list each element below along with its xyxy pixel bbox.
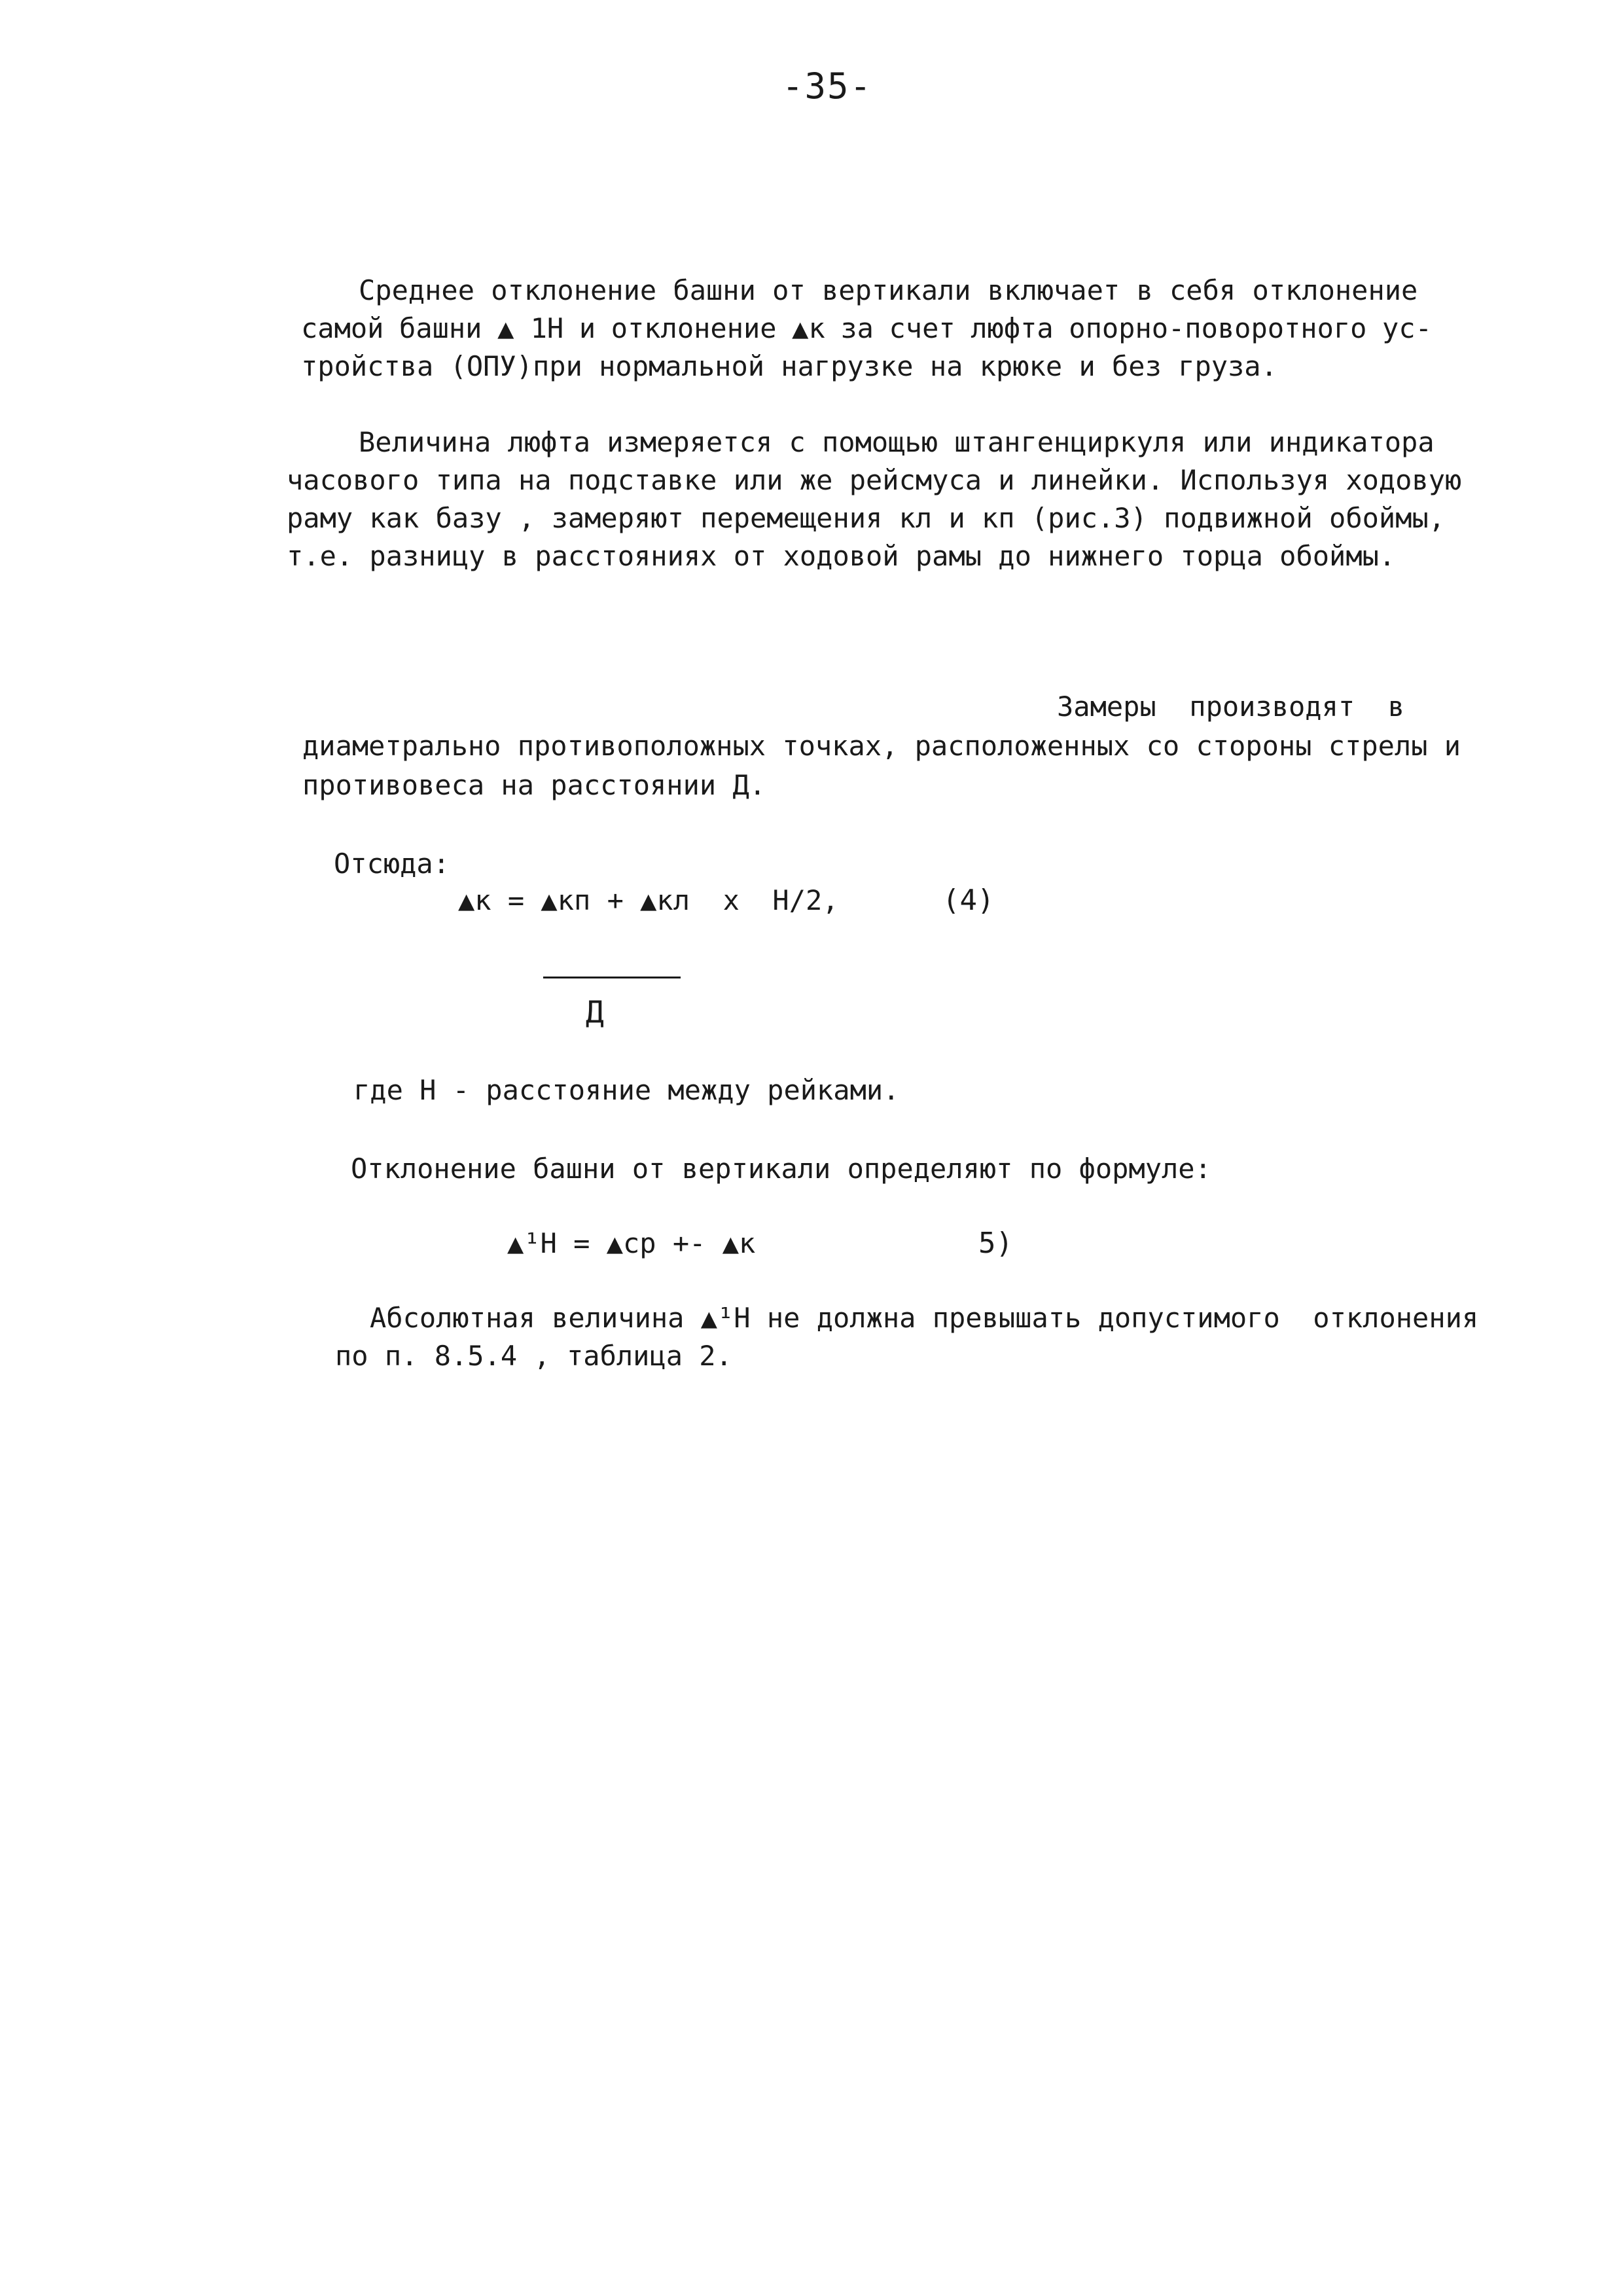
- para1-line1: Среднее отклонение башни от вертикали включает в себя отклонение: [359, 274, 1418, 306]
- para1-line2-word: и: [579, 312, 596, 344]
- para1-line2-word: ус-: [1382, 312, 1432, 344]
- formula5-intro: Отклонение башни от вертикали определяют по формуле:: [351, 1153, 1211, 1185]
- para1-line2: [301, 309, 1432, 348]
- formula5-number: 5): [978, 1227, 1013, 1260]
- para1-line2-word: за: [840, 312, 874, 344]
- para1-line2-word: ▲ 1Н: [497, 312, 564, 344]
- para1-line2-word: счет: [889, 312, 955, 344]
- para3-line2: диаметрально противоположных точках, расположенных со стороны стрелы и: [302, 730, 1461, 762]
- formula4-denominator: Д: [586, 994, 604, 1030]
- para2-line4: т.е. разницу в расстояниях от ходовой рамы до нижнего торца обоймы.: [287, 540, 1396, 572]
- formula4-expression: ▲к = ▲кп + ▲кл х Н/2,: [458, 884, 839, 916]
- para2-line3: раму как базу , замеряют перемещения кл и кп (рис.3) подвижной обоймы,: [287, 502, 1446, 534]
- para1-line3: тройства (ОПУ)при нормальной нагрузке на крюке и без груза.: [301, 350, 1277, 382]
- formula4-where: где Н - расстояние между рейками.: [353, 1074, 900, 1106]
- para4-line2: по п. 8.5.4 , таблица 2.: [335, 1340, 732, 1372]
- para1-line2-word: ▲к: [792, 312, 825, 344]
- para2-line2: часового типа на подставке или же рейсмуса и линейки. Используя ходовую: [287, 464, 1462, 496]
- para3-line3: противовеса на расстоянии Д.: [302, 769, 766, 801]
- fraction-bar: [543, 977, 681, 978]
- formula4-intro: Отсюда:: [334, 848, 450, 880]
- formula5-expression: ▲¹Н = ▲ср +- ▲к: [507, 1227, 756, 1259]
- formula4-number: (4): [942, 884, 995, 917]
- para1-line2-word: самой: [301, 312, 384, 344]
- para3-line1: Замеры производят в: [1057, 691, 1405, 723]
- para4-line1: Абсолютная величина ▲¹Н не должна превышать допустимого отклонения: [370, 1302, 1479, 1334]
- page-number: -35-: [782, 65, 873, 107]
- para1-line2-word: отклонение: [611, 312, 777, 344]
- para2-line1: Величина люфта измеряется с помощью штангенциркуля или индикатора: [359, 426, 1435, 458]
- para1-line2-word: башни: [399, 312, 482, 344]
- para1-line2-word: люфта: [971, 312, 1054, 344]
- para1-line2-word: опорно-поворотного: [1069, 312, 1367, 344]
